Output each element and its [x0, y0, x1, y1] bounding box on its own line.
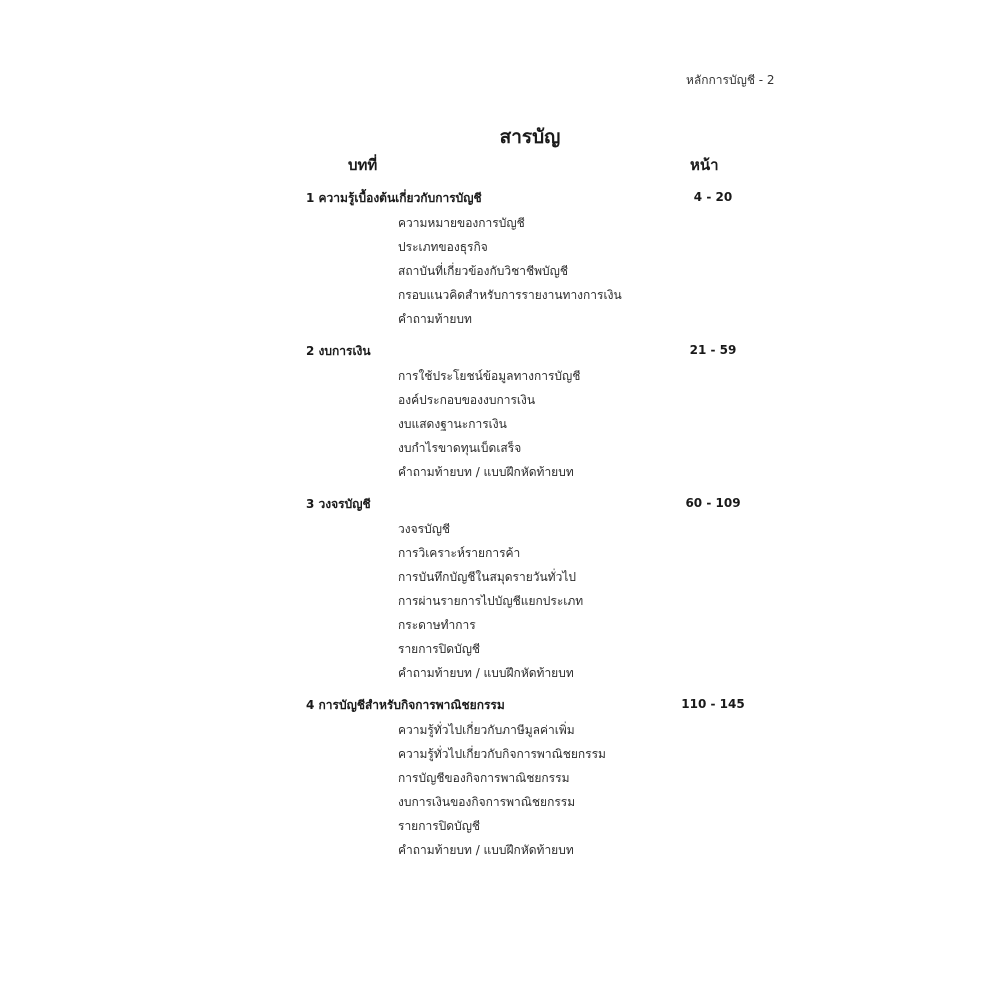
topic-item: งบแสดงฐานะการเงิน: [398, 417, 507, 431]
topic-item: ความหมายของการบัญชี: [398, 216, 525, 230]
topic-list: [306, 211, 766, 331]
topic-item: การผ่านรายการไปบัญชีแยกประเภท: [398, 594, 584, 608]
topic-item: องค์ประกอบของงบการเงิน: [398, 393, 536, 407]
topic-item: คำถามท้ายบท / แบบฝึกหัดท้ายบท: [398, 465, 574, 479]
chapter-heading: 4 การบัญชีสำหรับกิจการพาณิชยกรรม: [306, 698, 505, 712]
chapter-column-label: บทที่: [348, 156, 378, 174]
topic-item: การวิเคราะห์รายการค้า: [398, 546, 521, 560]
chapter-page-range: 60 - 109: [685, 496, 741, 510]
topic-list: [306, 364, 766, 484]
topic-item: สถาบันที่เกี่ยวข้องกับวิชาชีพบัญชี: [398, 264, 569, 278]
topic-item: การใช้ประโยชน์ข้อมูลทางการบัญชี: [398, 369, 581, 383]
page-title: สารบัญ: [499, 126, 561, 148]
topic-item: รายการปิดบัญชี: [398, 819, 481, 833]
topic-list: [306, 718, 766, 862]
topic-item: งบกำไรขาดทุนเบ็ดเสร็จ: [398, 441, 522, 455]
chapter-row: [306, 339, 766, 361]
chapter-page-range: 21 - 59: [689, 343, 737, 357]
topic-item: คำถามท้ายบท / แบบฝึกหัดท้ายบท: [398, 843, 574, 857]
topic-item: การบัญชีของกิจการพาณิชยกรรม: [398, 771, 570, 785]
page-column-label: หน้า: [690, 156, 719, 174]
chapter-3: [306, 492, 766, 685]
topic-list: [306, 517, 766, 685]
chapter-heading: 2 งบการเงิน: [306, 344, 371, 358]
table-of-contents: [306, 186, 766, 870]
chapter-page-range: 4 - 20: [693, 190, 733, 204]
topic-item: รายการปิดบัญชี: [398, 642, 481, 656]
chapter-1: [306, 186, 766, 331]
chapter-2: [306, 339, 766, 484]
chapter-heading: 1 ความรู้เบื้องต้นเกี่ยวกับการบัญชี: [306, 191, 482, 205]
chapter-heading: 3 วงจรบัญชี: [306, 497, 371, 511]
topic-item: การบันทึกบัญชีในสมุดรายวันทั่วไป: [398, 570, 576, 584]
topic-item: ความรู้ทั่วไปเกี่ยวกับภาษีมูลค่าเพิ่ม: [398, 723, 575, 737]
topic-item: ประเภทของธุรกิจ: [398, 240, 488, 254]
topic-item: กระดาษทำการ: [398, 618, 476, 632]
chapter-4: [306, 693, 766, 862]
chapter-page-range: 110 - 145: [681, 697, 745, 711]
topic-item: คำถามท้ายบท / แบบฝึกหัดท้ายบท: [398, 666, 574, 680]
topic-item: กรอบแนวคิดสำหรับการรายงานทางการเงิน: [398, 288, 622, 302]
topic-item: คำถามท้ายบท: [398, 312, 472, 326]
chapter-row: [306, 492, 766, 514]
topic-item: งบการเงินของกิจการพาณิชยกรรม: [398, 795, 576, 809]
chapter-row: [306, 186, 766, 208]
topic-item: ความรู้ทั่วไปเกี่ยวกับกิจการพาณิชยกรรม: [398, 747, 606, 761]
chapter-row: [306, 693, 766, 715]
running-header: หลักการบัญชี - 2: [686, 73, 775, 87]
topic-item: วงจรบัญชี: [398, 522, 451, 536]
